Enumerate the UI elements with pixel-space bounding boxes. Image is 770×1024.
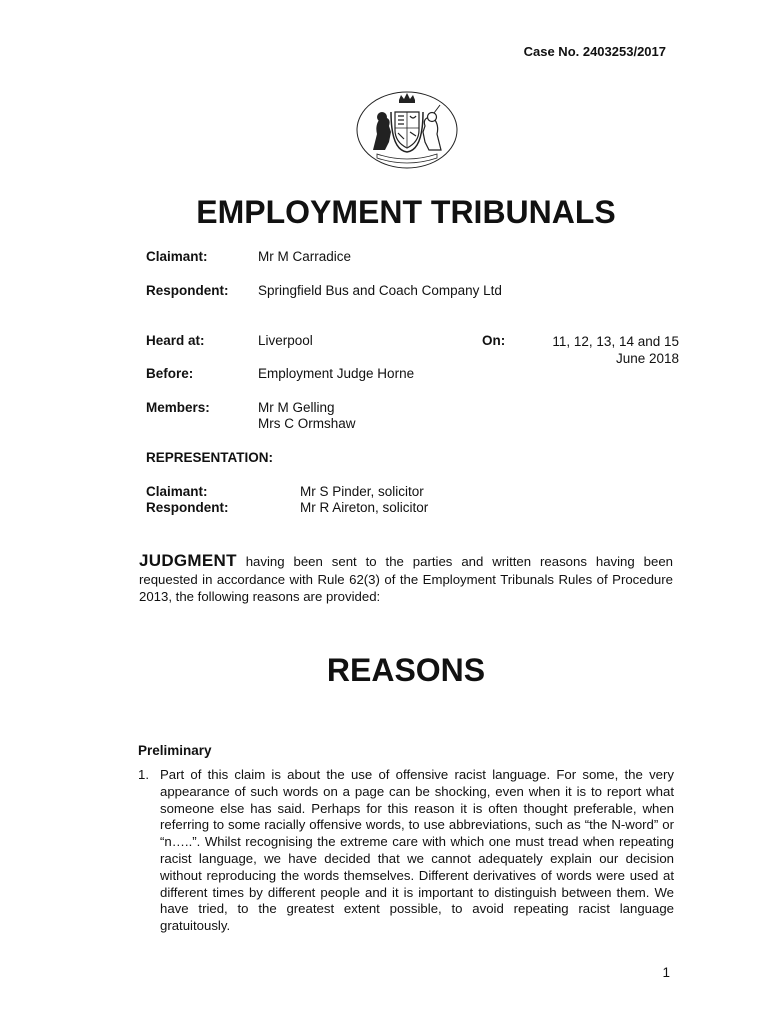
judgment-text: having been sent to the parties and written reasons having been requested in accordance with Rule 62(3) of the Employment Tribunals Rules of Procedure 2013, the following reasons are provided: — [139, 554, 673, 604]
heard-at-value: Liverpool — [258, 333, 313, 348]
reasons-title: REASONS — [326, 652, 486, 688]
paragraph-number: 1. — [138, 767, 149, 782]
member-1: Mr M Gelling — [258, 400, 335, 415]
on-label: On: — [482, 333, 506, 348]
paragraph-text: Part of this claim is about the use of offensive racist language. For some, the very appearance of such words on a page can be shocking, even when it is to report what someone else has said. Perhaps for this reason it is often thought preferable, when referring to some racially offensive words, to use abbreviations, such as “the N-word” or “n…..”. Whilst recognising the extreme care with which one must tread when repeating racist language, we have decided that we cannot adequately explain our decision without reproducing the words themselves. Different derivatives of words were used at different times by different people and it is important to distinguish between them. We have tried, to the greatest extent possible, to avoid repeating racist language gratuitously. — [160, 767, 674, 934]
judgment-lead: JUDGMENT — [139, 551, 237, 570]
hearing-dates — [552, 333, 679, 367]
member-2: Mrs C Ormshaw — [258, 416, 356, 431]
case-number: Case No. 2403253/2017 — [523, 44, 666, 59]
claimant-value: Mr M Carradice — [258, 249, 352, 264]
members-label: Members: — [146, 400, 210, 415]
heard-at-label: Heard at: — [146, 333, 205, 348]
representation-heading: REPRESENTATION: — [146, 450, 274, 465]
rep-claimant-value: Mr S Pinder, solicitor — [300, 484, 424, 499]
respondent-value: Springfield Bus and Coach Company Ltd — [258, 283, 502, 298]
royal-coat-of-arms-icon — [355, 90, 459, 170]
rep-respondent-value: Mr R Aireton, solicitor — [300, 500, 429, 515]
rep-respondent-label: Respondent: — [146, 500, 229, 515]
before-label: Before: — [146, 366, 194, 381]
preliminary-heading: Preliminary — [138, 743, 212, 758]
claimant-label: Claimant: — [146, 249, 208, 264]
respondent-label: Respondent: — [146, 283, 229, 298]
hearing-dates-line-2: June 2018 — [615, 351, 679, 366]
page-title: EMPLOYMENT TRIBUNALS — [196, 194, 616, 230]
rep-claimant-label: Claimant: — [146, 484, 208, 499]
hearing-dates-line-1: 11, 12, 13, 14 and 15 — [552, 334, 679, 349]
numbered-paragraph — [138, 767, 674, 935]
page-number: 1 — [662, 965, 670, 980]
before-value: Employment Judge Horne — [258, 366, 415, 381]
judgment-paragraph — [139, 552, 673, 606]
